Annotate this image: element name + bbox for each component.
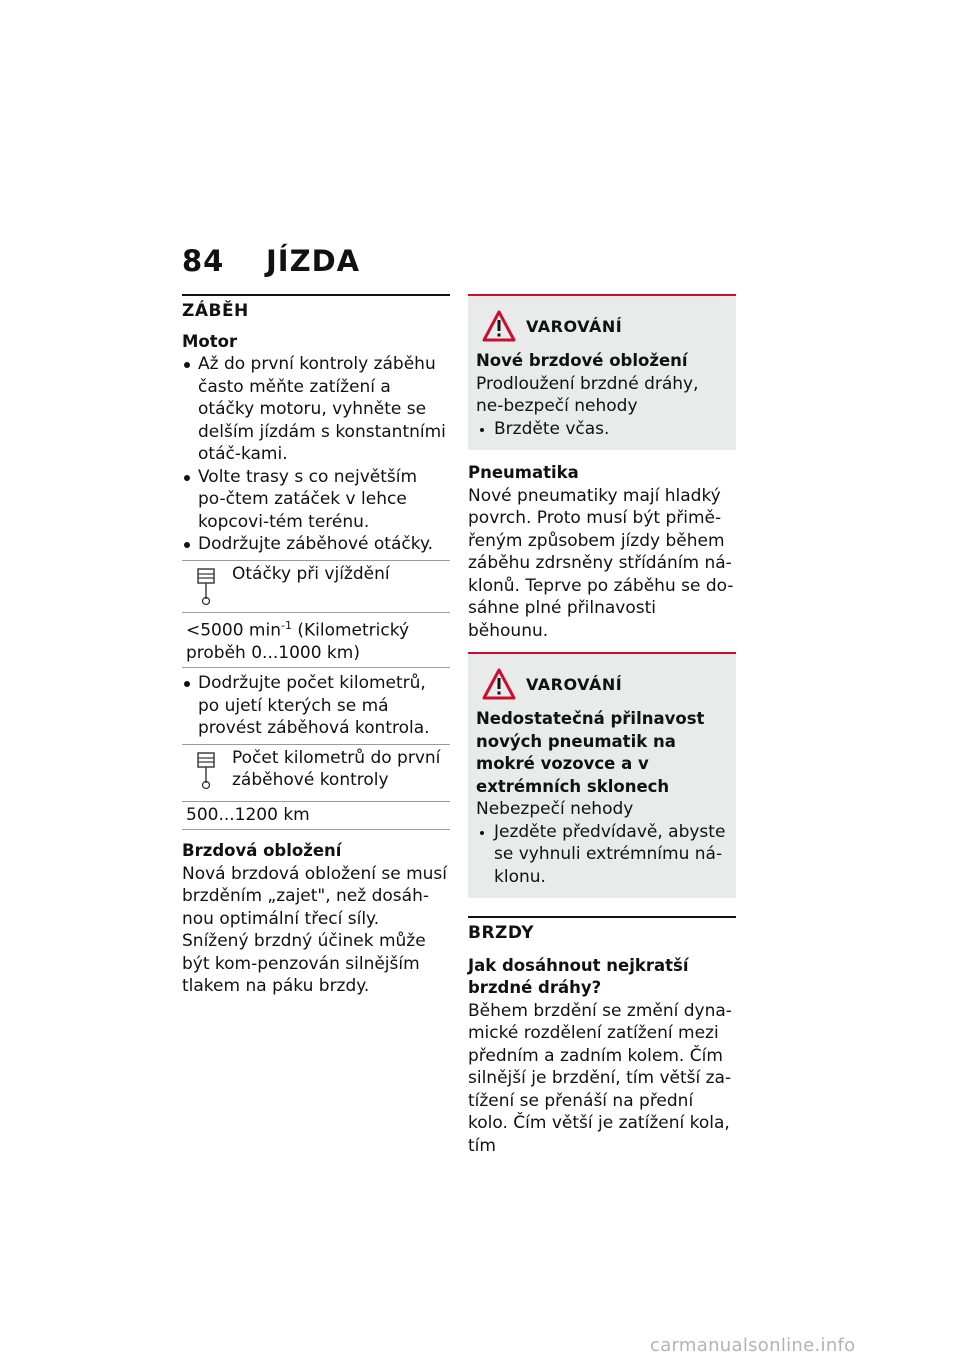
page-number: 84 [182, 244, 225, 278]
watermark-text: carmanualsonline.info [650, 1335, 856, 1356]
warning-bullet-list [476, 418, 726, 441]
spec-value: <5000 $\min^{-1}$ (Kilometrický proběh 0...1000 km) [182, 613, 450, 669]
warning-label: VAROVÁNÍ [526, 675, 623, 694]
heading-rule [468, 916, 736, 918]
warning-text: Nebezpečí nehody [476, 799, 634, 819]
paragraph: Během brzdění se změní dyna-mické rozdělení zatížení mezi předním a zadním kolem. Čím silnější je brzdění, tím větší za-tížení se přenáší na přední kolo. Čím větší je zatížení kola, tím [468, 1000, 732, 1156]
warning-box [468, 294, 736, 450]
warning-header [476, 668, 726, 702]
engine-piston-icon [196, 567, 218, 607]
km-bullet-list [182, 672, 450, 740]
warning-box [468, 652, 736, 898]
heading-brzdy: BRZDY [468, 923, 535, 943]
paragraph: Nová brzdová obložení se musí brzděním „zajet", než dosáh-nou optimální třecí síly. Snížený brzdný účinek může být kom-penzován silnějším tlakem na páku brzdy. [182, 863, 448, 997]
warning-text: Prodloužení brzdné dráhy, ne-bezpečí nehody [476, 373, 699, 416]
section-title: JÍZDA [266, 244, 361, 278]
spec-table-rpm [182, 560, 450, 669]
subheading-brake-pads: Brzdová obložení [182, 841, 342, 861]
motor-bullet-list [182, 353, 450, 556]
subheading-tyres: Pneumatika [468, 463, 579, 482]
spec-label: Počet kilometrů do první záběhové kontroly [232, 747, 441, 791]
warning-title: Nové brzdové obložení [476, 351, 688, 370]
right-column [468, 294, 736, 1157]
subheading-question: Jak dosáhnout nejkratší brzdné dráhy? [468, 955, 689, 997]
spec-label: Otáčky při vjíždění [232, 563, 390, 584]
list-item: Brzděte včas. [476, 418, 726, 441]
warning-label: VAROVÁNÍ [526, 317, 623, 336]
list-item: Jezděte předvídavě, abyste se vyhnuli extrémnímu ná-klonu. [476, 821, 726, 889]
list-item: Až do první kontroly záběhu často měňte zatížení a otáčky motoru, vyhněte se delším jízdám s konstantními otáč-kami. [182, 353, 450, 466]
warning-bullet-list [476, 821, 726, 889]
list-item: Volte trasy s co největším po-čtem zatáček v lehce kopcovi-tém terénu. [182, 466, 450, 534]
spec-value: 500...1200 km [182, 802, 450, 831]
paragraph: Nové pneumatiky mají hladký povrch. Proto musí být přimě-řeným způsobem jízdy během záběhu zdrsněny střídáním ná-klonů. Teprve po záběhu se do-sáhne plné přilnavosti běhounu. [468, 485, 734, 641]
spec-header [182, 745, 450, 802]
left-column [182, 294, 450, 998]
list-item: Dodržujte záběhové otáčky. [182, 533, 450, 556]
warning-triangle-icon [482, 310, 516, 342]
warning-triangle-icon [482, 668, 516, 700]
heading-zabeh: ZÁBĚH [182, 301, 249, 321]
spec-table-km [182, 744, 450, 831]
spec-header [182, 561, 450, 613]
heading-rule [182, 294, 450, 296]
list-item: Dodržujte počet kilometrů, po ujetí kterých se má provést záběhová kontrola. [182, 672, 450, 740]
subheading-motor: Motor [182, 331, 238, 351]
warning-title: Nedostatečná přilnavost nových pneumatik na mokré vozovce a v extrémních sklonech [476, 709, 705, 796]
engine-piston-icon [196, 751, 218, 791]
warning-header [476, 310, 726, 344]
